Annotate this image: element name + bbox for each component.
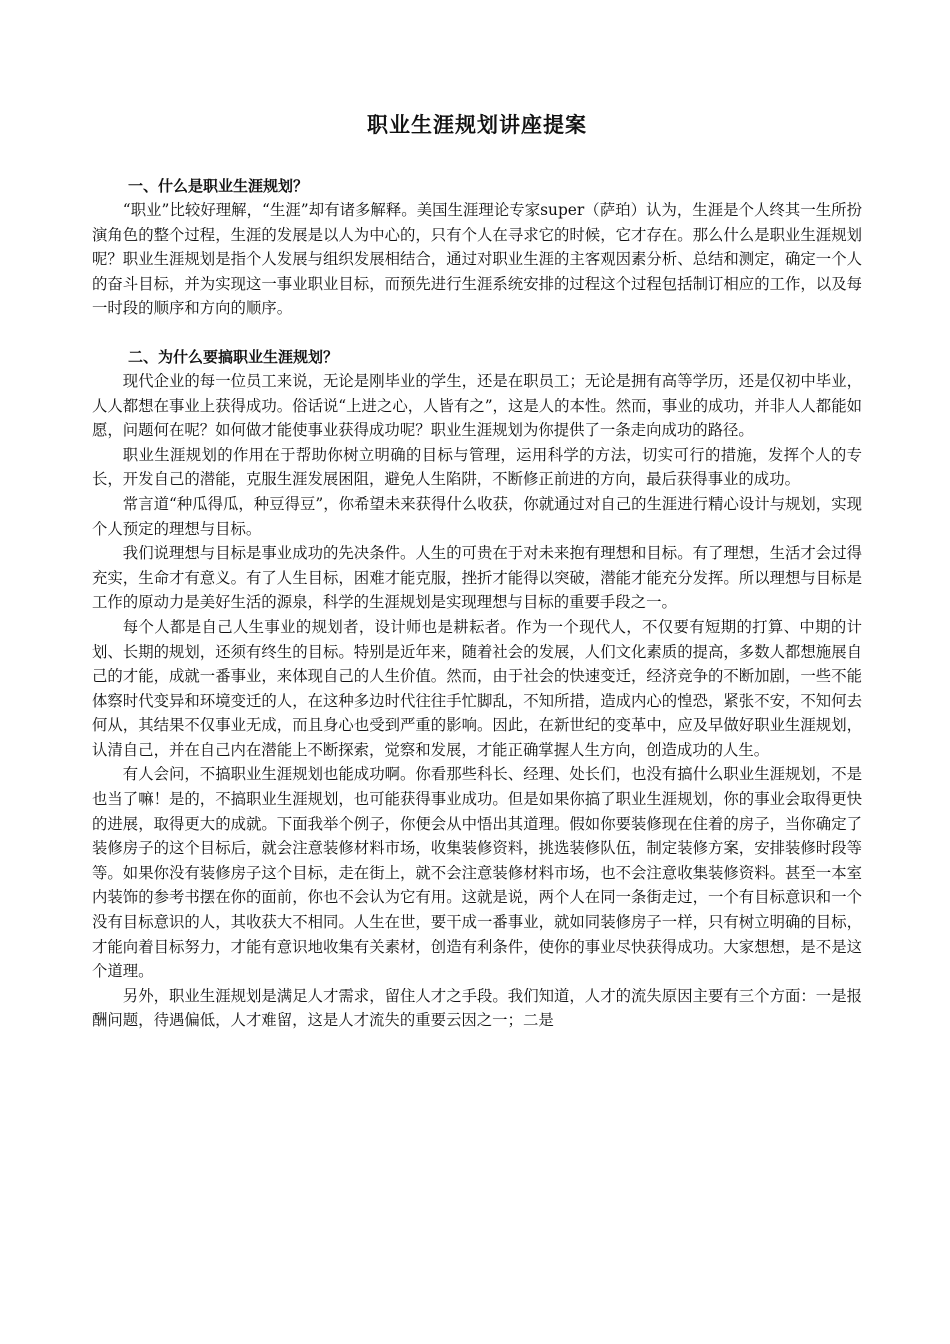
paragraph: 现代企业的每一位员工来说，无论是刚毕业的学生，还是在职员工；无论是拥有高等学历，还是仅初中毕业，人人都想在事业上获得成功。俗话说“上进之心，人皆有之”，这是人的本性。然而，事业的成功，并非人人都能如愿，问题何在呢？如何做才能使事业获得成功呢？职业生涯规划为你提供了一条走向成功的路径。 [92, 371, 862, 440]
paragraph: 职业生涯规划的作用在于帮助你树立明确的目标与管理，运用科学的方法，切实可行的措施，发挥个人的专长，开发自己的潜能，克服生涯发展困阻，避免人生陷阱，不断修正前进的方向，最后获得事业的成功。 [92, 445, 862, 489]
paragraph: 我们说理想与目标是事业成功的先决条件。人生的可贵在于对未来抱有理想和目标。有了理想，生活才会过得充实，生命才有意义。有了人生目标，困难才能克服，挫折才能得以突破，潜能才能充分发挥。所以理想与目标是工作的原动力是美好生活的源泉，科学的生涯规划是实现理想与目标的重要手段之一。 [92, 544, 862, 612]
section-heading: 二、为什么要搞职业生涯规划？ [128, 347, 339, 366]
paragraph: 另外，职业生涯规划是满足人才需求，留住人才之手段。我们知道，人才的流失原因主要有三个方面：一是报酬问题，待遇偏低，人才难留，这是人才流失的重要云因之一；二是 [92, 986, 862, 1030]
section-what-is-career-planning [92, 174, 862, 321]
paragraph: 常言道“种瓜得瓜，种豆得豆”，你希望未来获得什么收获，你就通过对自己的生涯进行精心设计与规划，实现个人预定的理想与目标。 [92, 494, 862, 538]
paragraph: 有人会问，不搞职业生涯规划也能成功啊。你看那些科长、经理、处长们，也没有搞什么职业生涯规划，不是也当了嘛！是的，不搞职业生涯规划，也可能获得事业成功。但是如果你搞了职业生涯规划，你的事业会取得更快的进展，取得更大的成就。下面我举个例子，你便会从中悟出其道理。假如你要装修现在住着的房子，当你确定了装修房子的这个目标后，就会注意装修材料市场，收集装修资料，挑选装修队伍，制定装修方案，安排装修时段等等。如果你没有装修房子这个目标，走在街上，就不会注意装修材料市场，也不会注意收集装修资料。甚至一本室内装饰的参考书摆在你的面前，你也不会认为它有用。这就是说，两个人在同一条街走过，一个有目标意识和一个没有目标意识的人，其收获大不相同。人生在世，要干成一番事业，就如同装修房子一样，只有树立明确的目标，才能向着目标努力，才能有意识地收集有关素材，创造有利条件，使你的事业尽快获得成功。大家想想，是不是这个道理。 [92, 765, 862, 981]
paragraph: 每个人都是自己人生事业的规划者，设计师也是耕耘者。作为一个现代人，不仅要有短期的打算、中期的计划、长期的规划，还须有终生的目标。特别是近年来，随着社会的发展，人们文化素质的提高，多数人都想施展自己的才能，成就一番事业，来体现自己的人生价值。然而，由于社会的快速变迁，经济竞争的不断加剧，一些不能体察时代变异和环境变迁的人，在这种多边时代往往手忙脚乱，不知所措，造成内心的惶恐，紧张不安，不知何去何从，其结果不仅事业无成，而且身心也受到严重的影响。因此，在新世纪的变革中，应及早做好职业生涯规划，认清自己，并在自己内在潜能上不断探索，觉察和发展，才能正确掌握人生方向，创造成功的人生。 [92, 617, 862, 759]
document-page [92, 110, 862, 1033]
paragraph: “职业”比较好理解，“生涯”却有诸多解释。美国生涯理论专家super（萨珀）认为，生涯是个人终其一生所扮演角色的整个过程，生涯的发展是以人为中心的，只有个人在寻求它的时候，它才存在。那么什么是职业生涯规划呢？职业生涯规划是指个人发展与组织发展相结合，通过对职业生涯的主客观因素分析、总结和测定，确定一个人的奋斗目标，并为实现这一事业职业目标，而预先进行生涯系统安排的过程这个过程包括制订相应的工作，以及每一时段的顺序和方向的顺序。 [92, 201, 862, 318]
section-heading: 一、什么是职业生涯规划？ [128, 177, 309, 195]
section-spacer [92, 321, 862, 345]
document-title: 职业生涯规划讲座提案 [367, 113, 587, 137]
section-why-career-planning [92, 345, 862, 1033]
